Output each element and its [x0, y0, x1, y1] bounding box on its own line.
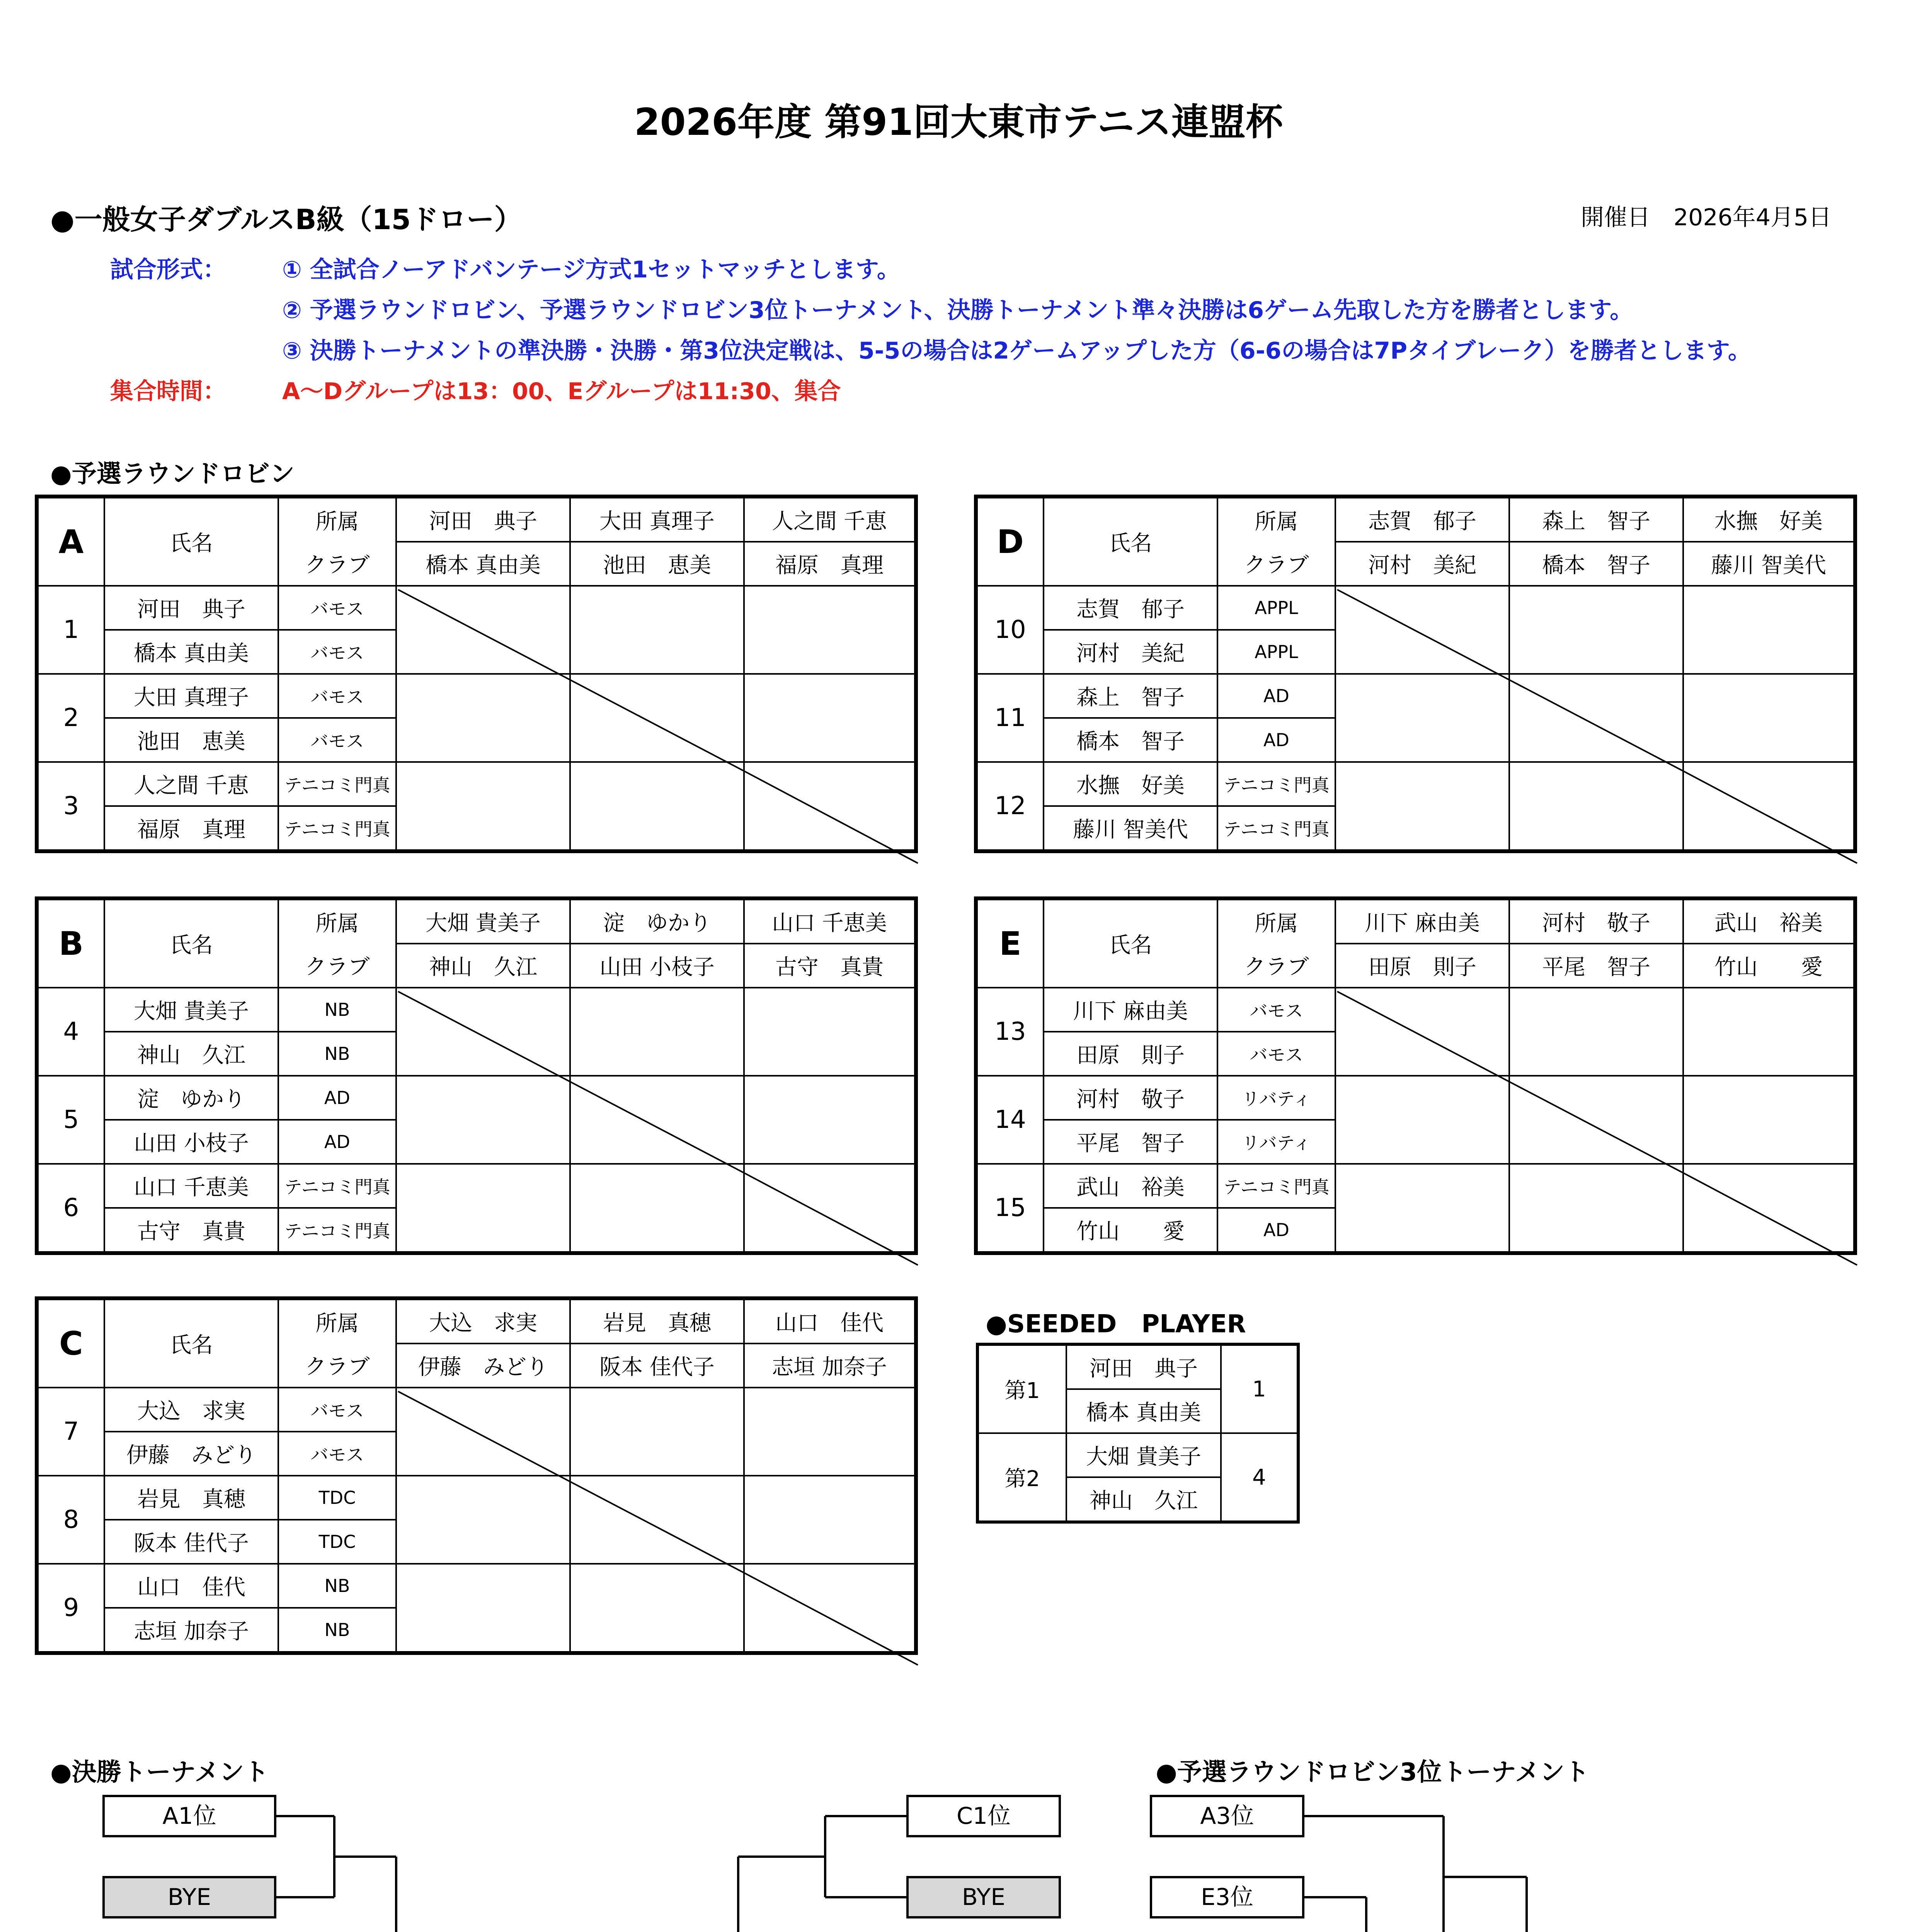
player-club: バモス — [1217, 988, 1335, 1032]
opponent-header: 田原 則子 — [1335, 944, 1509, 988]
time-label: 集合時間： — [110, 378, 226, 405]
player-name: 竹山 愛 — [1044, 1208, 1217, 1253]
col-club-header: 所属 — [278, 1298, 396, 1344]
player-name: 武山 裕美 — [1044, 1164, 1217, 1208]
player-name: 志賀 郁子 — [1044, 586, 1217, 630]
bracket-slot-left: BYE — [102, 1876, 276, 1918]
pair-number: 14 — [976, 1076, 1044, 1164]
opponent-header: 志垣 加奈子 — [744, 1344, 916, 1388]
col-club-header: 所属 — [1217, 898, 1335, 944]
player-name: 志垣 加奈子 — [104, 1608, 278, 1653]
player-club: APPL — [1217, 586, 1335, 630]
group-letter: D — [976, 497, 1044, 586]
pair-number: 9 — [37, 1564, 104, 1653]
seed-player: 橋本 真由美 — [1066, 1389, 1221, 1433]
seed-rank: 第2 — [977, 1433, 1066, 1522]
player-name: 河田 典子 — [104, 586, 278, 630]
player-club: バモス — [278, 718, 396, 762]
bracket-slot-right: BYE — [906, 1876, 1061, 1918]
event-title: ●一般女子ダブルスB級（15ドロー） — [50, 203, 522, 236]
player-club: AD — [1217, 718, 1335, 762]
player-club: NB — [278, 1608, 396, 1653]
player-club: テニコミ門真 — [278, 806, 396, 851]
player-name: 森上 智子 — [1044, 674, 1217, 718]
seed-no: 1 — [1221, 1344, 1298, 1433]
pair-number: 2 — [37, 674, 104, 762]
format-label: 試合形式： — [110, 256, 226, 283]
col-club-header: クラブ — [278, 542, 396, 586]
player-club: TDC — [278, 1520, 396, 1564]
player-club: バモス — [278, 674, 396, 718]
player-name: 阪本 佳代子 — [104, 1520, 278, 1564]
col-name-header: 氏名 — [1044, 497, 1217, 586]
opponent-header: 平尾 智子 — [1509, 944, 1683, 988]
rule-1: ① 全試合ノーアドバンテージ方式1セットマッチとします。 — [282, 256, 901, 283]
player-club: AD — [1217, 1208, 1335, 1253]
opponent-header: 藤川 智美代 — [1683, 542, 1855, 586]
opponent-header: 川下 麻由美 — [1335, 898, 1509, 944]
opponent-header: 山田 小枝子 — [570, 944, 744, 988]
pair-number: 3 — [37, 762, 104, 851]
player-club: バモス — [278, 586, 396, 630]
col-club-header: クラブ — [1217, 944, 1335, 988]
opponent-header: 伊藤 みどり — [396, 1344, 570, 1388]
opponent-header: 河村 美紀 — [1335, 542, 1509, 586]
opponent-header: 橋本 真由美 — [396, 542, 570, 586]
col-club-header: クラブ — [278, 1344, 396, 1388]
col-club-header: 所属 — [1217, 497, 1335, 542]
group-letter: E — [976, 898, 1044, 988]
player-club: APPL — [1217, 630, 1335, 674]
col-club-header: 所属 — [278, 898, 396, 944]
opponent-header: 大畑 貴美子 — [396, 898, 570, 944]
player-club: TDC — [278, 1476, 396, 1520]
player-name: 神山 久江 — [104, 1032, 278, 1076]
col-club-header: クラブ — [1217, 542, 1335, 586]
opponent-header: 岩見 真穂 — [570, 1298, 744, 1344]
seed-player: 河田 典子 — [1066, 1344, 1221, 1389]
time-text: A～Dグループは13：00、Eグループは11:30、集合 — [282, 378, 841, 405]
player-name: 人之間 千恵 — [104, 762, 278, 806]
col-name-header: 氏名 — [1044, 898, 1217, 988]
seed-player: 神山 久江 — [1066, 1477, 1221, 1522]
seed-no: 4 — [1221, 1433, 1298, 1522]
player-name: 福原 真理 — [104, 806, 278, 851]
player-name: 橋本 真由美 — [104, 630, 278, 674]
col-name-header: 氏名 — [104, 497, 278, 586]
player-name: 川下 麻由美 — [1044, 988, 1217, 1032]
player-name: 橋本 智子 — [1044, 718, 1217, 762]
player-club: バモス — [278, 1432, 396, 1476]
opponent-header: 福原 真理 — [744, 542, 916, 586]
opponent-header: 森上 智子 — [1509, 497, 1683, 542]
seed-player: 大畑 貴美子 — [1066, 1433, 1221, 1477]
col-name-header: 氏名 — [104, 898, 278, 988]
seeded-label: ●SEEDED PLAYER — [986, 1310, 1246, 1338]
pair-number: 12 — [976, 762, 1044, 851]
round-robin-label: ●予選ラウンドロビン — [50, 460, 295, 488]
player-name: 山口 佳代 — [104, 1564, 278, 1608]
opponent-header: 志賀 郁子 — [1335, 497, 1509, 542]
player-name: 池田 恵美 — [104, 718, 278, 762]
pair-number: 6 — [37, 1164, 104, 1253]
opponent-header: 阪本 佳代子 — [570, 1344, 744, 1388]
pair-number: 15 — [976, 1164, 1044, 1253]
page-title: 2026年度 第91回大東市テニス連盟杯 — [634, 100, 1283, 144]
opponent-header: 山口 佳代 — [744, 1298, 916, 1344]
opponent-header: 大込 求実 — [396, 1298, 570, 1344]
opponent-header: 池田 恵美 — [570, 542, 744, 586]
pair-number: 5 — [37, 1076, 104, 1164]
opponent-header: 山口 千恵美 — [744, 898, 916, 944]
player-name: 平尾 智子 — [1044, 1120, 1217, 1164]
player-name: 田原 則子 — [1044, 1032, 1217, 1076]
group-letter: A — [37, 497, 104, 586]
col-name-header: 氏名 — [104, 1298, 278, 1388]
player-club: テニコミ門真 — [1217, 762, 1335, 806]
player-name: 藤川 智美代 — [1044, 806, 1217, 851]
player-name: 淀 ゆかり — [104, 1076, 278, 1120]
player-club: NB — [278, 1564, 396, 1608]
player-club: テニコミ門真 — [278, 1164, 396, 1208]
player-name: 河村 美紀 — [1044, 630, 1217, 674]
opponent-header: 橋本 智子 — [1509, 542, 1683, 586]
rule-3: ③ 決勝トーナメントの準決勝・決勝・第3位決定戦は、5-5の場合は2ゲームアップした方（6-6の場合は7Pタイブレーク）を勝者とします。 — [282, 337, 1751, 364]
pair-number: 8 — [37, 1476, 104, 1564]
player-name: 岩見 真穂 — [104, 1476, 278, 1520]
third-tournament-label: ●予選ラウンドロビン3位トーナメント — [1156, 1758, 1589, 1787]
player-club: リバティ — [1217, 1076, 1335, 1120]
player-club: NB — [278, 1032, 396, 1076]
pair-number: 7 — [37, 1388, 104, 1476]
third-bracket-slot: E3位 — [1150, 1876, 1304, 1918]
third-bracket-slot: A3位 — [1150, 1795, 1304, 1837]
pair-number: 4 — [37, 988, 104, 1076]
player-name: 水撫 好美 — [1044, 762, 1217, 806]
opponent-header: 古守 真貴 — [744, 944, 916, 988]
col-club-header: クラブ — [278, 944, 396, 988]
opponent-header: 武山 裕美 — [1683, 898, 1855, 944]
player-club: バモス — [278, 1388, 396, 1432]
pair-number: 13 — [976, 988, 1044, 1076]
pair-number: 1 — [37, 586, 104, 674]
col-club-header: 所属 — [278, 497, 396, 542]
player-club: テニコミ門真 — [1217, 806, 1335, 851]
player-club: テニコミ門真 — [1217, 1164, 1335, 1208]
final-tournament-label: ●決勝トーナメント — [50, 1758, 269, 1787]
player-club: バモス — [278, 630, 396, 674]
player-club: テニコミ門真 — [278, 762, 396, 806]
opponent-header: 河田 典子 — [396, 497, 570, 542]
opponent-header: 人之間 千恵 — [744, 497, 916, 542]
player-club: リバティ — [1217, 1120, 1335, 1164]
bracket-slot-right: C1位 — [906, 1795, 1061, 1837]
player-name: 山口 千恵美 — [104, 1164, 278, 1208]
player-club: AD — [1217, 674, 1335, 718]
player-name: 大田 真理子 — [104, 674, 278, 718]
group-letter: C — [37, 1298, 104, 1388]
player-name: 大込 求実 — [104, 1388, 278, 1432]
opponent-header: 淀 ゆかり — [570, 898, 744, 944]
opponent-header: 河村 敬子 — [1509, 898, 1683, 944]
group-letter: B — [37, 898, 104, 988]
player-name: 伊藤 みどり — [104, 1432, 278, 1476]
opponent-header: 水撫 好美 — [1683, 497, 1855, 542]
player-name: 山田 小枝子 — [104, 1120, 278, 1164]
opponent-header: 竹山 愛 — [1683, 944, 1855, 988]
opponent-header: 大田 真理子 — [570, 497, 744, 542]
bracket-slot-left: A1位 — [102, 1795, 276, 1837]
player-club: バモス — [1217, 1032, 1335, 1076]
event-date: 開催日 2026年4月5日 — [1581, 204, 1832, 231]
seed-rank: 第1 — [977, 1344, 1066, 1433]
opponent-header: 神山 久江 — [396, 944, 570, 988]
pair-number: 10 — [976, 586, 1044, 674]
player-club: AD — [278, 1120, 396, 1164]
player-name: 大畑 貴美子 — [104, 988, 278, 1032]
pair-number: 11 — [976, 674, 1044, 762]
player-club: NB — [278, 988, 396, 1032]
player-name: 河村 敬子 — [1044, 1076, 1217, 1120]
player-name: 古守 真貴 — [104, 1208, 278, 1253]
player-club: テニコミ門真 — [278, 1208, 396, 1253]
rule-2: ② 予選ラウンドロビン、予選ラウンドロビン3位トーナメント、決勝トーナメント準々決勝は6ゲーム先取した方を勝者とします。 — [282, 297, 1633, 324]
player-club: AD — [278, 1076, 396, 1120]
